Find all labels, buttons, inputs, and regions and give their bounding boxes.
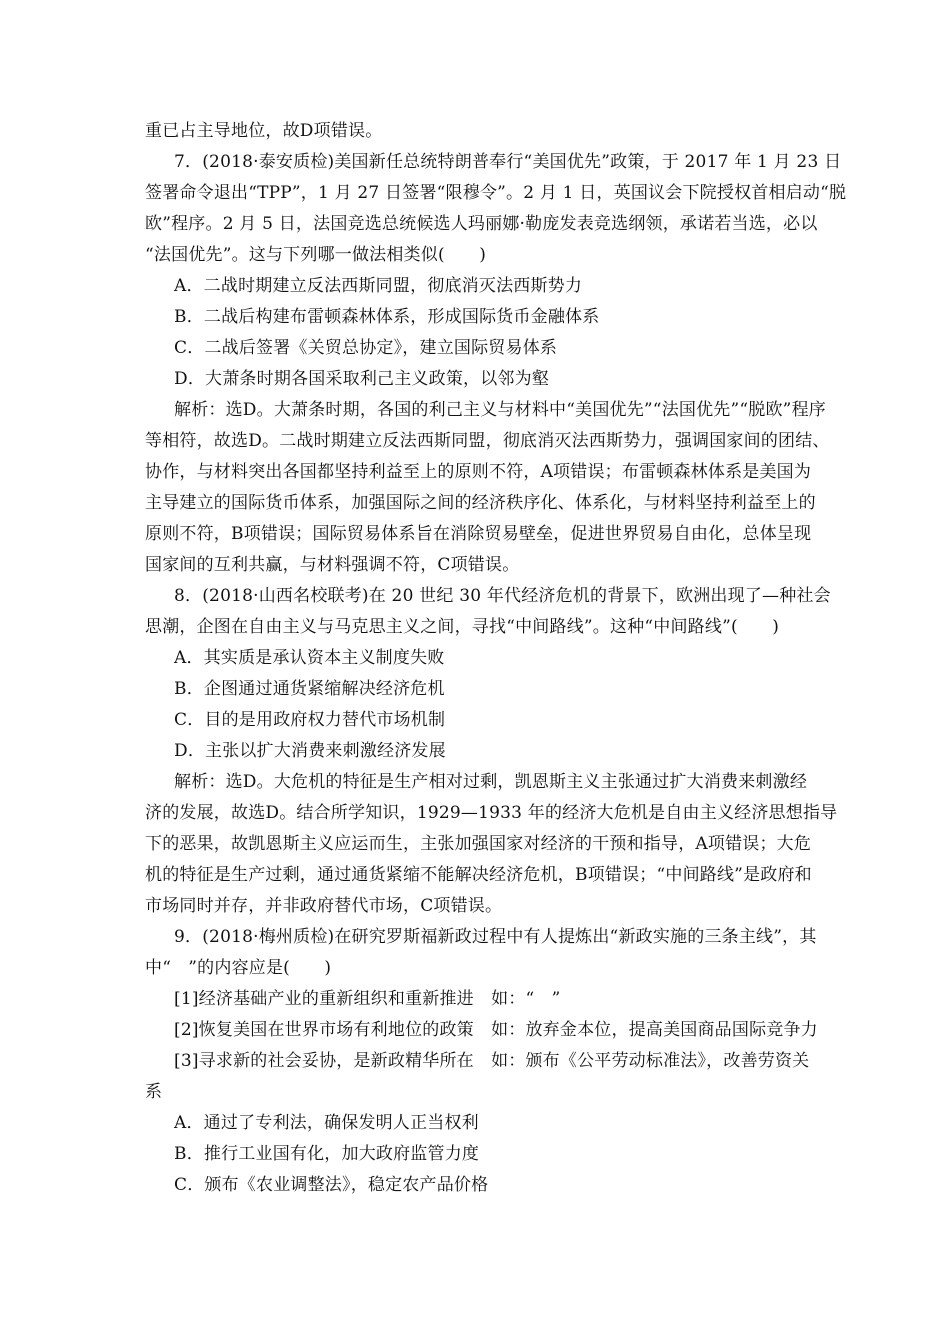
text-line: 原则不符，B项错误；国际贸易体系旨在消除贸易壁垒，促进世界贸易自由化，总体呈现 [145, 524, 812, 544]
mainline-2: [2]恢复美国在世界市场有利地位的政策 如：放弃金本位，提高美国商品国际竞争力 [174, 1020, 818, 1040]
text-line: 市场同时并存，并非政府替代市场，C项错误。 [145, 896, 503, 916]
option-c: C．目的是用政府权力替代市场机制 [174, 710, 446, 730]
text-line: 中“ ”的内容应是( ) [145, 958, 332, 978]
option-c: C．二战后签署《关贸总协定》，建立国际贸易体系 [174, 338, 558, 358]
text-line: 下的恶果，故凯恩斯主义应运而生，主张加强国家对经济的干预和指导，A项错误；大危 [145, 834, 812, 854]
text-line: 济的发展，故选D。结合所学知识，1929—1933 年的经济大危机是自由主义经济思想指导 [145, 803, 838, 823]
text-line: 签署命令退出“TPP”，1 月 27 日签署“限穆令”。2 月 1 日，英国议会下院授权首相启动“脱 [145, 183, 847, 203]
option-b: B．推行工业国有化，加大政府监管力度 [174, 1144, 480, 1164]
option-a: A．二战时期建立反法西斯同盟，彻底消灭法西斯势力 [174, 276, 583, 296]
option-d: D．主张以扩大消费来刺激经济发展 [174, 741, 446, 761]
text-line: “法国优先”。这与下列哪一做法相类似( ) [145, 245, 487, 265]
text-line: 等相符，故选D。二战时期建立反法西斯同盟，彻底消灭法西斯势力，强调国家间的团结、 [145, 431, 830, 451]
text-line: 国家间的互利共赢，与材料强调不符，C项错误。 [145, 555, 520, 575]
option-b: B．二战后构建布雷顿森林体系，形成国际货币金融体系 [174, 307, 600, 327]
analysis-8: 解析：选D。大危机的特征是生产相对过剩，凯恩斯主义主张通过扩大消费来刺激经 [174, 772, 808, 792]
option-d: D．大萧条时期各国采取利己主义政策，以邻为壑 [174, 369, 550, 389]
mainline-1: [1]经济基础产业的重新组织和重新推进 如：“ ” [174, 989, 561, 1009]
option-b: B．企图通过通货紧缩解决经济危机 [174, 679, 445, 699]
text-line: 欧”程序。2 月 5 日，法国竞选总统候选人玛丽娜·勒庞发表竞选纲领，承诺若当选，必以 [145, 214, 818, 234]
text-line: 思潮，企图在自由主义与马克思主义之间，寻找“中间路线”。这种“中间路线”( ) [145, 617, 780, 637]
mainline-3: [3]寻求新的社会妥协，是新政精华所在 如：颁布《公平劳动标准法》，改善劳资关 [174, 1051, 810, 1071]
option-a: A．其实质是承认资本主义制度失败 [174, 648, 445, 668]
text-line: 机的特征是生产过剩，通过通货紧缩不能解决经济危机，B项错误；“中间路线”是政府和 [145, 865, 812, 885]
text-line: 重已占主导地位，故D项错误。 [145, 121, 383, 141]
question-8-stem: 8．(2018·山西名校联考)在 20 世纪 30 年代经济危机的背景下，欧洲出现了—种社会 [174, 586, 831, 606]
text-line: 协作，与材料突出各国都坚持利益至上的原则不符，A项错误；布雷顿森林体系是美国为 [145, 462, 812, 482]
option-c: C．颁布《农业调整法》，稳定农产品价格 [174, 1175, 489, 1195]
text-line: 主导建立的国际货币体系，加强国际之间的经济秩序化、体系化，与材料坚持利益至上的 [145, 493, 816, 513]
question-7-stem: 7．(2018·泰安质检)美国新任总统特朗普奉行“美国优先”政策，于 2017 年 1 月 23 日 [174, 152, 842, 172]
analysis-7: 解析：选D。大萧条时期，各国的利己主义与材料中“美国优先”“法国优先”“脱欧”程序 [174, 400, 826, 420]
question-9-stem: 9．(2018·梅州质检)在研究罗斯福新政过程中有人提炼出“新政实施的三条主线”，其 [174, 927, 817, 947]
option-a: A．通过了专利法，确保发明人正当权利 [174, 1113, 479, 1133]
text-line: 系 [145, 1082, 163, 1102]
